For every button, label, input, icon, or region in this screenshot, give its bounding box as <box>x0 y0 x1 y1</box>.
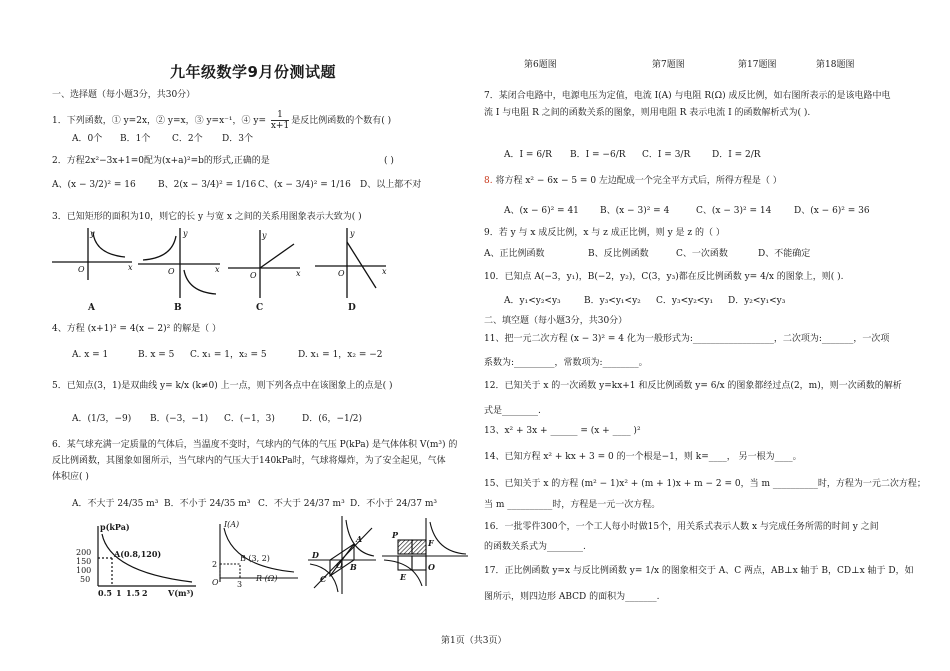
svg-text:O: O <box>168 267 175 276</box>
q6-option-d: D．不小于 24/37 m³ <box>350 499 438 509</box>
fig18-label-p: P <box>392 530 399 540</box>
q10-option-b: B．y₃<y₁<y₂ <box>584 296 641 306</box>
fig17-label-b: B <box>350 562 357 572</box>
fig6-y-axis-label: p(kPa) <box>100 522 130 532</box>
svg-text:y: y <box>262 231 267 240</box>
q6-line-3: 体积应( ) <box>52 472 89 482</box>
fig7-x-axis-label: R (Ω) <box>256 574 278 583</box>
q1-stem: 1．下列函数，① y=2x，② y=x，③ y=x⁻¹，④ y= $\frac{1}{x+1}$ 是反比例函数的个数有( ) <box>52 110 392 131</box>
q14: 14、已知方程 x² + kx + 3 = 0 的一个根是−1，则 k=____， 另一根为____。 <box>484 452 802 462</box>
q15-line-2: 当 m __________时，方程是一元一次方程。 <box>484 500 661 510</box>
figure-6-graph <box>70 522 200 602</box>
q7-option-a: A．I = 6/R <box>504 150 552 160</box>
q7-option-c: C．I = 3/R <box>642 150 691 160</box>
q17-line-1: 17．正比例函数 y=x 与反比例函数 y= 1/x 的图象相交于 A、C 两点，AB⊥x 轴于 B，CD⊥x 轴于 D，如 <box>484 566 914 576</box>
svg-text:x: x <box>215 265 220 274</box>
fig6-ytick-50: 50 <box>80 575 91 584</box>
fig6-xtick-1.5: 1.5 <box>126 588 140 598</box>
q9-option-b: B、反比例函数 <box>588 249 649 259</box>
q9-option-d: D、不能确定 <box>758 249 811 259</box>
q3-label-b: B <box>174 303 182 313</box>
q3-label-a: A <box>88 303 95 313</box>
svg-text:y: y <box>183 229 188 238</box>
page-title: 九年级数学9月份测试题 <box>170 63 336 81</box>
q6-option-a: A．不大于 24/35 m³ <box>72 499 159 509</box>
fig17-label-o: O <box>336 560 343 570</box>
section-2-heading: 二、填空题（每小题3分，共30分） <box>484 316 628 326</box>
fig7-xtick-3: 3 <box>237 580 243 589</box>
q9-stem: 9．若 y 与 x 成反比例，x 与 z 成正比例，则 y 是 z 的（ ） <box>484 228 725 238</box>
svg-text:O: O <box>250 271 257 280</box>
q5-option-b: B．(−3，−1) <box>150 414 209 424</box>
q17-line-2: 图所示，则四边形 ABCD 的面积为_______. <box>484 592 660 602</box>
q7-line-1: 7．某闭合电路中，电源电压为定值，电流 I(A) 与电阻 R(Ω) 成反比例，如右图所表示的是该电路中电 <box>484 91 891 101</box>
q15-line-1: 15、已知关于 x 的方程 (m² − 1)x² + (m + 1)x + m − 2 = 0，当 m __________时，方程为一元二次方程； <box>484 479 926 489</box>
q7-option-b: B．I = −6/R <box>570 150 626 160</box>
q2-option-c: C、(x − 3/4)² = 1/16 <box>258 180 351 190</box>
q4-option-d: D. x₁ = 1，x₂ = −2 <box>298 350 383 360</box>
q3-label-c: C <box>256 303 264 313</box>
q13: 13、x² + 3x + ______ = (x + ____ )² <box>484 426 641 436</box>
q2-option-d: D、以上都不对 <box>360 180 422 190</box>
svg-text:y: y <box>90 229 95 238</box>
q7-option-d: D．I = 2/R <box>712 150 761 160</box>
q3-graphs <box>50 224 390 316</box>
q1-option-a: A．0个 <box>72 134 103 144</box>
figure-7-graph <box>202 520 302 596</box>
figure-18-graph <box>382 516 470 588</box>
fig6-x-axis-label: V(m³) <box>168 588 194 598</box>
fig6-ytick-100: 100 <box>76 566 92 575</box>
fig7-ytick-2: 2 <box>212 560 218 569</box>
fig-label-18: 第18题图 <box>816 60 855 70</box>
fig18-label-f: F <box>428 538 434 548</box>
q6-option-b: B．不小于 24/35 m³ <box>164 499 251 509</box>
q3-stem: 3．已知矩形的面积为10，则它的长 y 与宽 x 之间的关系用图象表示大致为( ) <box>52 212 362 222</box>
q2-answer-paren: ( ) <box>384 156 394 166</box>
fig-label-6: 第6题图 <box>524 60 557 70</box>
fig6-ytick-150: 150 <box>76 557 92 566</box>
q5-stem: 5．已知点(3，1)是双曲线 y= k/x (k≠0) 上一点，则下列各点中在该图象上的点是( ) <box>52 381 393 391</box>
q8-option-a: A、(x − 6)² = 41 <box>504 206 579 216</box>
svg-text:O: O <box>338 269 345 278</box>
q2-option-b: B、2(x − 3/4)² = 1/16 <box>158 180 257 190</box>
q8-option-d: D、(x − 6)² = 36 <box>794 206 870 216</box>
fig17-label-a: A <box>356 534 363 544</box>
q16-line-1: 16．一批零件300个，一个工人每小时做15个，用关系式表示人数 x 与完成任务所需的时间 y 之间 <box>484 522 879 532</box>
fig6-xtick-0.5: 0.5 <box>98 588 112 598</box>
q2-option-a: A、(x − 3/2)² = 16 <box>52 180 136 190</box>
page-footer: 第1页（共3页） <box>441 636 507 646</box>
fig18-label-e: E <box>400 572 407 582</box>
q10-option-a: A．y₁<y₂<y₃ <box>504 296 561 306</box>
q1-option-b: B．1个 <box>120 134 151 144</box>
svg-text:x: x <box>382 267 387 276</box>
fig6-xtick-1: 1 <box>116 588 122 598</box>
q6-line-1: 6．某气球充满一定质量的气体后，当温度不变时，气球内的气体的气压 P(kPa) 是气体体积 V(m³) 的 <box>52 440 458 450</box>
q10-option-c: C．y₃<y₂<y₁ <box>656 296 714 306</box>
svg-text:O: O <box>78 265 85 274</box>
q1-option-c: C．2个 <box>172 134 203 144</box>
q4-option-a: A. x = 1 <box>72 350 109 360</box>
q4-option-b: B. x = 5 <box>138 350 175 360</box>
fig-label-7: 第7题图 <box>652 60 685 70</box>
fig6-xtick-2: 2 <box>142 588 148 598</box>
q5-option-d: D．(6，−1/2) <box>302 414 362 424</box>
q3-label-d: D <box>348 303 356 313</box>
q11-line-2: 系数为:_________，常数项为:________。 <box>484 358 648 368</box>
q5-option-c: C．(−1，3) <box>224 414 275 424</box>
fig18-label-o: O <box>428 562 435 572</box>
q2-stem: 2．方程2x²−3x+1=0配为(x+a)²=b的形式,正确的是 <box>52 156 270 166</box>
q4-option-c: C. x₁ = 1，x₂ = 5 <box>190 350 267 360</box>
svg-text:y: y <box>350 229 355 238</box>
q8-option-c: C、(x − 3)² = 14 <box>696 206 772 216</box>
fig7-y-axis-label: I(A) <box>224 520 240 529</box>
q4-stem: 4、方程 (x+1)² = 4(x − 2)² 的解是（ ） <box>52 324 221 334</box>
q11-line-1: 11、把一元二次方程 (x − 3)² = 4 化为一般形式为:__________________，二次项为:_______，一次项 <box>484 334 890 344</box>
q7-line-2: 流 I 与电阻 R 之间的函数关系的图象，则用电阻 R 表示电流 I 的函数解析式为( ). <box>484 108 811 118</box>
q16-line-2: 的函数关系式为________. <box>484 542 586 552</box>
fig17-label-d: D <box>312 550 319 560</box>
q8-stem: 8. 将方程 x² − 6x − 5 = 0 左边配成一个完全平方式后，所得方程是（ ） <box>484 176 782 186</box>
q5-option-a: A．(1/3，−9) <box>72 414 132 424</box>
q1-option-d: D．3个 <box>222 134 253 144</box>
q9-option-a: A、正比例函数 <box>484 249 545 259</box>
q12-line-1: 12．已知关于 x 的一次函数 y=kx+1 和反比例函数 y= 6/x 的图象都经过点(2，m)，则一次函数的解析 <box>484 381 902 391</box>
q8-option-b: B、(x − 3)² = 4 <box>600 206 670 216</box>
q9-option-c: C、一次函数 <box>676 249 728 259</box>
fig17-label-c: C <box>320 574 327 584</box>
figure-17-graph <box>306 514 378 596</box>
fig-label-17: 第17题图 <box>738 60 777 70</box>
svg-text:x: x <box>128 263 133 272</box>
svg-text:x: x <box>296 269 301 278</box>
fig7-point-b: B (3, 2) <box>240 554 270 563</box>
fig6-ytick-200: 200 <box>76 548 92 557</box>
fig7-origin: O <box>212 578 219 587</box>
q12-line-2: 式是________. <box>484 406 541 416</box>
q6-option-c: C．不大于 24/37 m³ <box>258 499 345 509</box>
q10-stem: 10．已知点 A(−3，y₁)，B(−2，y₂)，C(3，y₃)都在反比例函数 y= 4/x 的图象上，则( ). <box>484 272 844 282</box>
fig6-point-a: A(0.8,120) <box>114 549 162 559</box>
q10-option-d: D．y₂<y₁<y₃ <box>728 296 786 306</box>
q6-line-2: 反比例函数，其图象如图所示，当气球内的气压大于140kPa时，气球将爆炸，为了安全起见，气体 <box>52 456 446 466</box>
q8-number: 8. <box>484 176 493 186</box>
section-1-heading: 一、选择题（每小题3分，共30分） <box>52 90 196 100</box>
